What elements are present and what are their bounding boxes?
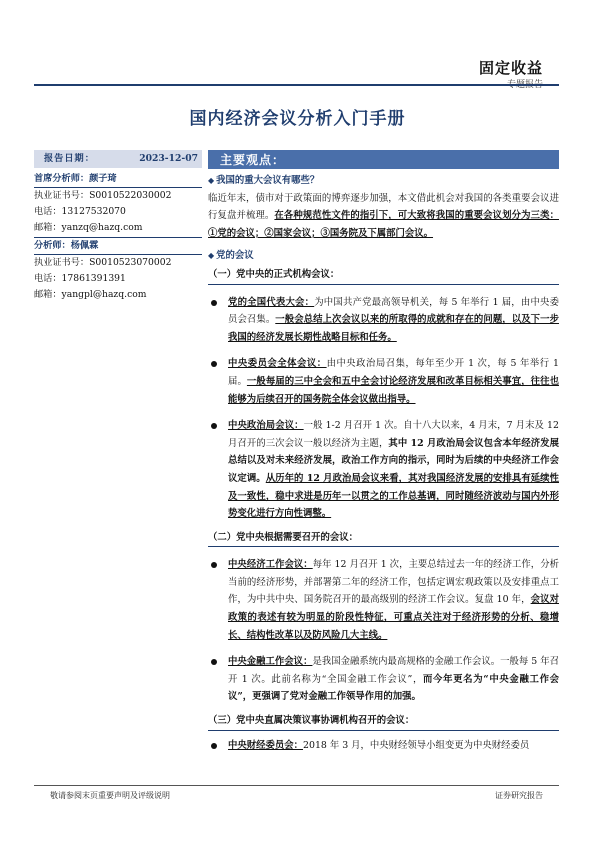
bullet-title: 党的全国代表大会： — [228, 296, 315, 308]
bullet-dot-icon — [211, 659, 217, 665]
report-date-value: 2023-12-07 — [139, 153, 198, 164]
analyst-sidebar — [34, 150, 202, 303]
analyst1-email[interactable]: 邮箱：yanzq@hazq.com — [34, 222, 143, 233]
report-date-label: 报告日期： — [44, 153, 95, 164]
bullet-title: 中央委员会全体会议： — [228, 358, 327, 370]
subsection-formal-meetings: （一）党中央的正式机构会议： — [208, 266, 559, 285]
bullet-highlight: 一般会总结上次会议以来的所取得的成就和存在的问题，以及下一步我国的经济发展长期性战略目标和任务。 — [228, 314, 559, 343]
list-item — [208, 737, 559, 755]
bullet-text: 由中央政治局召集，每年至少开 1 次，每 5 年举行 1 届。 — [228, 358, 559, 387]
bullet-bold: 而今年更名为“中央金融工作会议”，更强调了党对金融工作领导作用的加强。 — [228, 673, 559, 703]
analyst2-role: 分析师： — [34, 240, 71, 251]
analyst1-heading — [34, 171, 202, 188]
bullet-highlight: 从历年的 12 月政治局会议来看，其对我国经济发展的安排具有延续性及一致性，稳中求进是历年一以贯之的工作总基调，同时随经济波动与国内外形势变化进行方向性调整。 — [228, 472, 559, 520]
analyst1-name: 颜子琦 — [89, 173, 117, 184]
header-title: 固定收益 — [478, 59, 543, 77]
footer-disclaimer: 敬请参阅末页重要声明及评级说明 — [50, 791, 170, 800]
header-rule — [34, 84, 559, 86]
report-date-bar — [34, 150, 202, 168]
bullet-text: 每年 12 月召开 1 次，主要总结过去一年的经济工作，分析当前的经济形势，并部署第二年的经济工作，包括定调宏观政策以及安排重点工作，为中共中央、国务院召开的最高级别的经济工作会议。复盘 10 年， — [228, 559, 559, 606]
list-item — [208, 653, 559, 706]
bullet-dot-icon — [211, 743, 217, 749]
list-item — [208, 556, 559, 644]
diamond-bullet-icon: ◆ — [208, 250, 215, 261]
analyst1-license: 执业证书号：S0010522030002 — [34, 190, 172, 201]
analyst2-email[interactable]: 邮箱：yangpl@hazq.com — [34, 289, 147, 300]
main-content — [208, 172, 559, 754]
bullet-dot-icon — [211, 300, 217, 306]
bullet-highlight: 会议对政策的表述有较为明显的阶段性特征，可重点关注对于经济形势的分析、稳增长、结构性改革以及防风险几大主线。 — [228, 594, 559, 641]
intro-text: 临近年末，债市对于政策面的博弈逐步加强，本文借此机会对我国的各类重要会议进行复盘并梳理。 — [208, 192, 559, 222]
list-item — [208, 355, 559, 408]
analyst1-role: 首席分析师： — [34, 173, 90, 184]
subsection-adhoc-meetings: （二）党中央根据需要召开的会议： — [208, 529, 559, 548]
footer-report-type: 证券研究报告 — [495, 791, 543, 800]
diamond-bullet-icon: ◆ — [208, 175, 215, 185]
intro-paragraph — [208, 190, 559, 243]
footer-rule — [34, 785, 559, 786]
bullet-text: 为中国共产党最高领导机关，每 5 年举行 1 届，由中央委员会召集。 — [228, 296, 559, 326]
analyst2-phone: 电话：17861391391 — [34, 273, 126, 284]
bullet-text: 2018 年 3 月，中央财经领导小组变更为中央财经委员 — [303, 739, 530, 751]
bullet-text: 是我国金融系统内最高规格的金融工作会议。一般每 5 年召开 1 次。此前名称为“全国金融工作会议”， — [228, 656, 559, 685]
bullet-title: 中央经济工作会议： — [228, 559, 313, 571]
bullet-dot-icon — [211, 423, 217, 429]
bullet-dot-icon — [211, 361, 217, 367]
analyst2-name: 杨佩霖 — [70, 240, 99, 251]
document-title: 国内经济会议分析入门手册 — [189, 109, 406, 129]
analyst2-license: 执业证书号：S0010523070002 — [34, 257, 172, 268]
bullet-title: 中央金融工作会议： — [228, 656, 313, 668]
question-major-meetings — [208, 172, 559, 190]
bullet-title: 中央财经委员会： — [228, 739, 304, 751]
list-item — [208, 417, 559, 523]
section-party-meetings-title: 党的会议 — [216, 250, 254, 262]
analyst1-phone: 电话：13127532070 — [34, 206, 126, 217]
analyst2-heading — [34, 238, 202, 255]
bullet-title: 中央政治局会议： — [228, 420, 304, 432]
main-points-heading: 主要观点： — [220, 153, 286, 167]
bullet-highlight: 一般每届的三中全会和五中全会讨论经济发展和改革目标相关事宜，往往也能够为后续召开的国务院全体会议做出指导。 — [228, 375, 559, 405]
subsection-coordination-meetings: （三）党中央直属决策议事协调机构召开的会议： — [208, 712, 559, 731]
intro-highlight: 在各种规范性文件的指引下，可大致将我国的重要会议划分为三类：①党的会议；②国家会议；③国务院及下属部门会议。 — [208, 210, 559, 239]
main-points-bar — [208, 150, 559, 169]
question-text: 我国的重大会议有哪些？ — [216, 175, 320, 186]
bullet-text: 一般 1-2 月召开 1 次。自十八大以来，4 月末，7 月末及 12 月召开的三次会议一般以经济为主题， — [228, 420, 559, 449]
bullet-dot-icon — [211, 562, 217, 568]
bullet-bold: 其中 12 月政治局会议包含本年经济发展总结以及对未来经济发展，政治工作方向的指示，同时为后续的中央经济工作会议定调。 — [228, 437, 559, 484]
section-party-meetings — [208, 247, 559, 265]
list-item — [208, 294, 559, 347]
